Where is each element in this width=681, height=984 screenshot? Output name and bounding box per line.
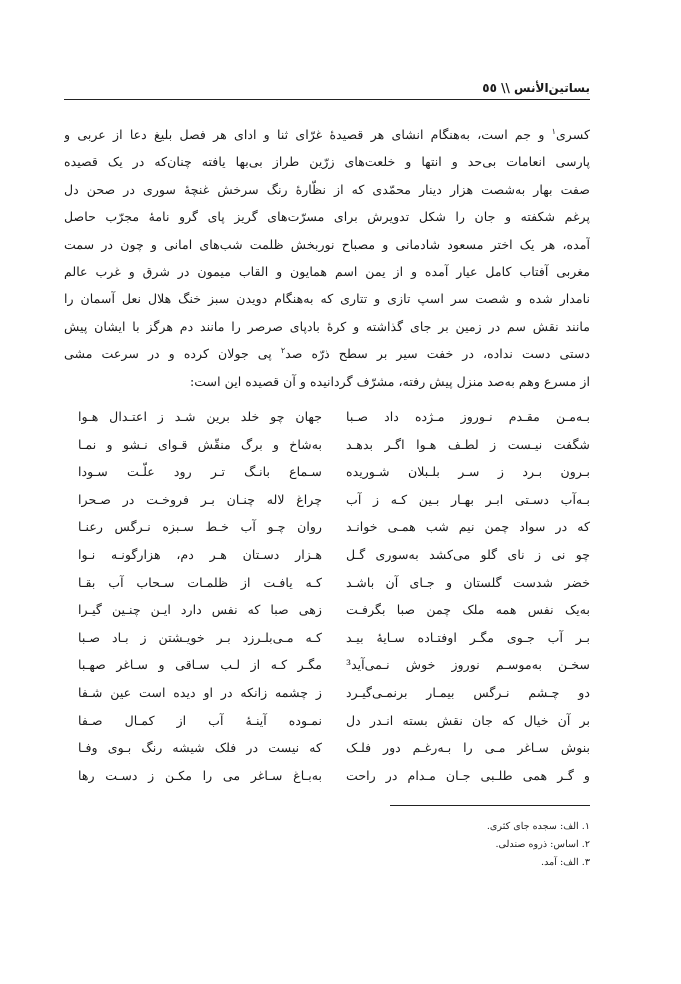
prose-text: صفت بهار به‌شصت هزار دینار محمّدی که از نظّارهٔ رنگ سرخش غنچهٔ سوری در صحن دل [64, 181, 590, 197]
footnote-text: الف: سجده جای کثری. [486, 821, 579, 832]
couplet [78, 596, 590, 624]
couplet [78, 762, 590, 790]
second-hemistich: روان چـو آب خـط سـبزه نـرگس رعنـا [78, 519, 322, 535]
second-hemistich: زهی صبا که نفس دارد ایـن چنـین گیـرا [78, 602, 322, 618]
couplet [78, 431, 590, 459]
prose-line [64, 368, 590, 395]
second-hemistich: سـماع بانـگ تـر رود علّـت سـودا [78, 464, 322, 480]
couplet [78, 734, 590, 762]
first-hemistich: بر آن خیال که جان نقش بسته انـدر دل [346, 712, 590, 728]
footnote-number: ١. [581, 821, 590, 832]
second-hemistich: کـه مـی‌بلـرزد بـر خویـشتن ز بـاد صـبا [78, 629, 322, 645]
prose-line [64, 340, 590, 367]
couplet [78, 679, 590, 707]
first-hemistich: بـه‌مـن مقـدم نـوروز مـژده داد صـبا [346, 409, 590, 424]
couplet [78, 513, 590, 541]
running-header [64, 80, 590, 96]
prose-text: مغربی آفتاب کامل عیار آمده و از یمن اسم همایون و القاب میمون در شرق و غرب عالم [64, 263, 590, 279]
footnote-text: اساس: ذروه صندلی. [495, 839, 579, 850]
prose-text: نامدار شده و شصت سر اسپ تازی و تتاری که به‌هنگام دویدن سبز خنگ هلال نعل آسمان را [64, 291, 590, 307]
prose-text: پرغم شکفته و جان را شکل تدویرش برای مسرّت‌های گریز پای گرو نامهٔ مجرّب حاصل [64, 209, 590, 225]
prose-line [64, 148, 590, 175]
second-hemistich: به‌شاخ و برگ منقّش قـوای نـشو و نمـا [78, 436, 322, 452]
footnote-number: ٣. [581, 857, 590, 868]
couplet [78, 651, 590, 679]
second-hemistich: چراغ لاله چنـان بـر فروخـت در صـحرا [78, 491, 322, 507]
first-hemistich: که در سواد چمن نیم شب همـی خوانـد [346, 519, 590, 535]
footnote-reference[interactable]: ١ [551, 126, 556, 136]
prose-text: کسری [555, 127, 590, 142]
second-hemistich: هـزار دسـتان هـر دم، هزارگونـه نـوا [78, 546, 322, 562]
couplet [78, 458, 590, 486]
footnote-rule [390, 805, 590, 806]
footnote-reference[interactable]: ٢ [280, 345, 286, 355]
first-hemistich: و گـر همی طلـبی جـان مـدام در راحت [346, 767, 590, 783]
footnote-number: ٢. [581, 839, 590, 850]
first-hemistich: خضر شدست گلستان و جـای آن باشـد [346, 574, 590, 590]
first-hemistich: بنوش سـاغر مـی را بـه‌رغـم دور فلـک [346, 740, 590, 756]
couplet [78, 403, 590, 431]
prose-line [64, 176, 590, 203]
prose-text: دستی دست نداده، در خفت سیر بر سطح ذرّه صد [285, 346, 590, 362]
first-hemistich: سخـن به‌موسـم نوروز خوش نـمی‌آید³ [346, 657, 590, 673]
couplet [78, 624, 590, 652]
prose-text: و جم است، به‌هنگام انشای هر قصیدهٔ غرّای ثنا و ادای هر فصل بلیغ دعا از عربی و [64, 127, 552, 142]
footnote [300, 854, 590, 872]
first-hemistich: بـه‌آب دسـتی ابـر بهـار بـین کـه ز آب [346, 491, 590, 507]
footnote [300, 818, 590, 836]
second-hemistich: جهان چو خلد برین شـد ز اعتـدال هـوا [78, 409, 322, 424]
prose-line [64, 121, 590, 148]
prose-paragraph [64, 121, 590, 395]
second-hemistich: مگـر کـه از لـب سـاقی و سـاغر صهـبا [78, 657, 322, 673]
prose-text: پی جولان کرده و در سرعت مشی [64, 346, 281, 362]
first-hemistich: شگفت نیـست ز لطـف هـوا اگـر بدهـد [346, 436, 590, 452]
prose-line [64, 313, 590, 340]
prose-line [64, 285, 590, 312]
second-hemistich: که نیست در فلک شیشه رنگ بـوی وفـا [78, 740, 322, 756]
second-hemistich: نمـوده آینـهٔ آب از کمـال صـفا [78, 712, 322, 728]
couplet [78, 486, 590, 514]
second-hemistich: به‌بـاغ سـاغر می را مکـن ز دسـت رها [78, 767, 322, 783]
prose-text: پارسی انعامات بی‌حد و انتها و خلعت‌های زرّین طراز بی‌بها یافته چنان‌که در یک قصیده [64, 154, 590, 170]
second-hemistich: کـه یافـت از ظلمـات سـحاب آب بقـا [78, 574, 322, 590]
footnote [300, 836, 590, 854]
prose-line [64, 231, 590, 258]
couplet [78, 707, 590, 735]
header-title-and-page-number: بساتین‌الأنس \\ ٥٥ [482, 81, 590, 95]
header-rule [64, 99, 590, 100]
prose-text: مانند نقش سم در زمین بر جای گذاشته و کرهٔ بادپای صرصر را مانند دم هرگز با ایشان پیش [64, 318, 590, 334]
first-hemistich: دو چـشم نـرگس بیمـار برنمـی‌گیـرد [346, 684, 590, 700]
couplet [78, 569, 590, 597]
first-hemistich: چو نی ز نای گلو می‌کشد به‌سوری گـل [346, 546, 590, 562]
prose-line [64, 203, 590, 230]
prose-text: از مسرع وهم به‌صد منزل پیش رفته، مشرّف گردانیده و آن قصیده این است: [189, 373, 590, 389]
first-hemistich: به‌یک نفس همه ملک چمن صبا بگرفـت [346, 602, 590, 618]
first-hemistich: بـرون بـرد ز سـر بلـبلان شـوریده [346, 464, 590, 480]
prose-text: آمده، هر یک اختر مسعود شادمانی و مصباح نوربخش ظلمت شب‌های امانی و چون در سمت [64, 236, 590, 252]
qasida-poem [78, 403, 590, 789]
prose-line [64, 258, 590, 285]
first-hemistich: بـر آب جـوی مگـر اوفتـاده سـایهٔ بیـد [346, 629, 590, 645]
footnote-text: الف: آمد. [541, 857, 579, 868]
second-hemistich: ز چشمه زانکه در او دیده است عین شـفا [78, 684, 322, 700]
footnotes [300, 818, 590, 872]
couplet [78, 541, 590, 569]
